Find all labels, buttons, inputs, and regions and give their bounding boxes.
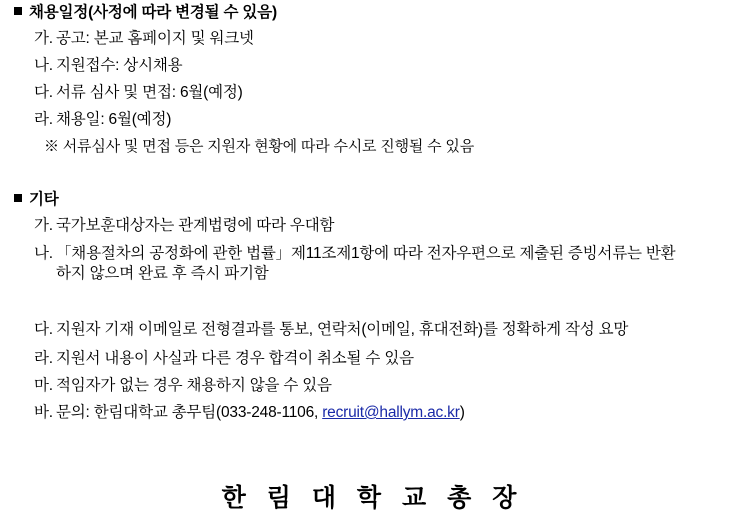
- contact-text-after: ): [459, 404, 465, 421]
- list-item-text: 지원접수: 상시채용: [56, 57, 183, 74]
- section-heading-text: 채용일정(사정에 따라 변경될 수 있음): [29, 4, 277, 21]
- list-item-text-line1: 「채용절차의 공정화에 관한 법률」제11조제1항에 따라 전자우편으로 제출된 증빙서류는 반환: [56, 245, 676, 262]
- list-item: [34, 57, 182, 75]
- signature-line: 한 림 대 학 교 총 장: [221, 484, 524, 512]
- list-marker: 마.: [34, 377, 53, 394]
- list-marker: 라.: [34, 350, 53, 367]
- square-bullet-icon: [14, 7, 22, 15]
- section-heading-etc: [14, 191, 59, 209]
- section-heading-text: 기타: [29, 191, 59, 208]
- list-marker: 가.: [34, 30, 53, 47]
- list-item: [34, 217, 334, 235]
- list-marker: 다.: [34, 321, 53, 338]
- list-marker: 라.: [34, 111, 53, 128]
- list-item-text: 서류 심사 및 면접: 6월(예정): [56, 84, 243, 101]
- list-marker: 가.: [34, 217, 53, 234]
- list-item-text-line2: 하지 않으며 완료 후 즉시 파기함: [56, 265, 269, 283]
- list-item-text: 공고: 본교 홈페이지 및 워크넷: [56, 30, 254, 47]
- list-item: [34, 377, 332, 395]
- list-item-text: 적임자가 없는 경우 채용하지 않을 수 있음: [56, 377, 332, 394]
- list-item: [34, 350, 414, 368]
- list-item-text: 지원자 기재 이메일로 전형결과를 통보, 연락처(이메일, 휴대전화)를 정확하게 작성 요망: [56, 321, 629, 338]
- email-link[interactable]: recruit@hallym.ac.kr: [322, 404, 460, 421]
- section-heading-schedule: [14, 4, 277, 22]
- list-item-text: 채용일: 6월(예정): [56, 111, 172, 128]
- list-item-text: 지원서 내용이 사실과 다른 경우 합격이 취소될 수 있음: [56, 350, 414, 367]
- list-marker: 바.: [34, 404, 53, 421]
- list-marker: 나.: [34, 245, 53, 262]
- contact-text-before: 문의: 한림대학교 총무팀(033-248-1106,: [56, 404, 323, 421]
- schedule-note: ※ 서류심사 및 면접 등은 지원자 현황에 따라 수시로 진행될 수 있음: [44, 138, 474, 155]
- list-item-contact: [34, 404, 465, 422]
- list-marker: 다.: [34, 84, 53, 101]
- list-item: [34, 111, 171, 129]
- square-bullet-icon: [14, 194, 22, 202]
- list-item: [34, 84, 243, 102]
- list-item: [34, 30, 254, 48]
- list-item-text: 국가보훈대상자는 관계법령에 따라 우대함: [56, 217, 335, 234]
- list-marker: 나.: [34, 57, 53, 74]
- list-item: [34, 244, 740, 284]
- list-item: [34, 321, 628, 339]
